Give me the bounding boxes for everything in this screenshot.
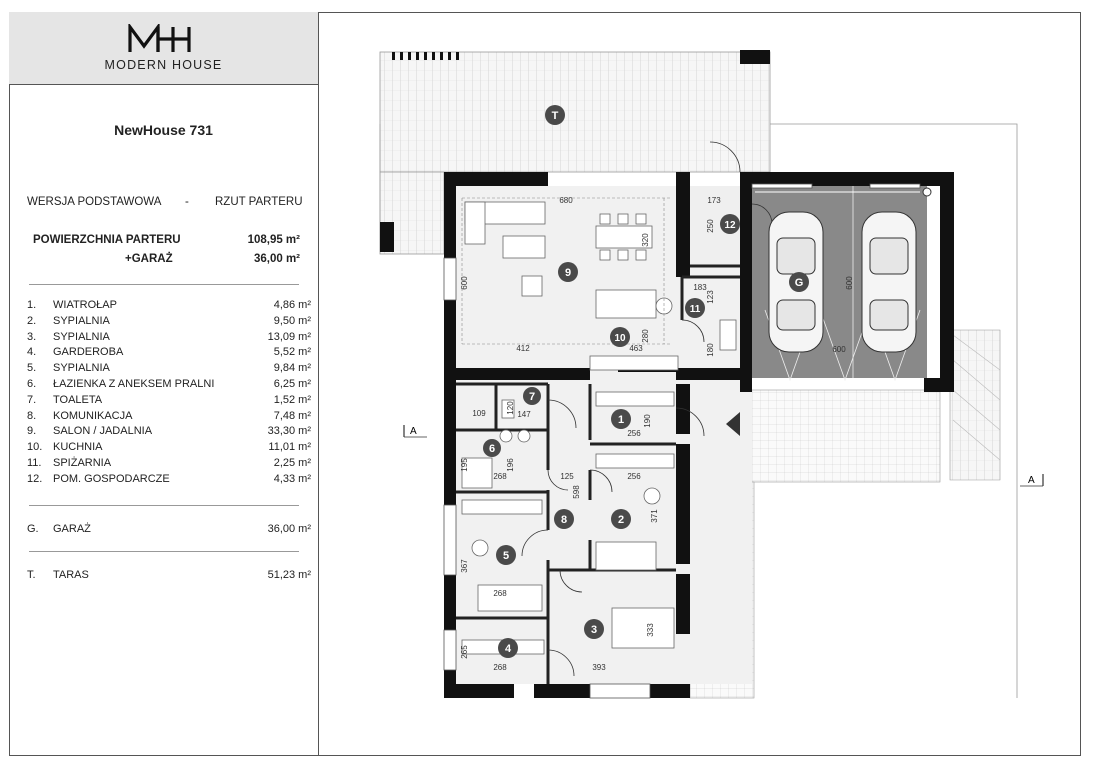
svg-text:A: A xyxy=(410,426,417,437)
room-area: 36,00 m² xyxy=(267,523,311,535)
dimension-label: 180 xyxy=(706,343,715,357)
room-area: 51,23 m² xyxy=(267,569,311,581)
dimension-label: 190 xyxy=(643,414,652,428)
dimension-label: 268 xyxy=(493,472,507,481)
room-marker-10 xyxy=(610,327,630,347)
svg-text:8: 8 xyxy=(560,514,568,526)
dimension-label: 196 xyxy=(506,458,515,472)
dimension-label: 412 xyxy=(516,344,530,353)
room-number: 9. xyxy=(27,425,37,438)
room-area: 2,25 m² xyxy=(273,457,311,469)
dimension-label: 147 xyxy=(517,410,531,419)
svg-text:A: A xyxy=(1028,475,1035,486)
room-number: 5. xyxy=(27,362,37,375)
room-marker-T xyxy=(545,105,565,125)
dimension-label: 195 xyxy=(460,458,469,472)
room-name: SYPIALNIA xyxy=(53,362,110,375)
svg-text:9: 9 xyxy=(564,267,572,279)
dimension-label: 125 xyxy=(560,472,574,481)
room-number: 11. xyxy=(27,457,42,469)
svg-text:12: 12 xyxy=(724,220,736,231)
room-number: 4. xyxy=(27,346,37,359)
dimension-label: 600 xyxy=(832,345,846,354)
room-area: 7,48 m² xyxy=(273,409,311,422)
dimension-label: 268 xyxy=(493,663,507,672)
car-icon xyxy=(862,212,916,352)
room-name: WIATROŁAP xyxy=(53,299,117,311)
dimension-label: 256 xyxy=(627,429,641,438)
svg-text:4: 4 xyxy=(504,643,512,655)
room-marker-4 xyxy=(498,638,518,658)
room-number: 12. xyxy=(27,472,43,485)
room-name: GARDEROBA xyxy=(53,346,124,359)
room-marker-2 xyxy=(611,509,631,529)
room-number: 6. xyxy=(27,378,37,390)
svg-text:7: 7 xyxy=(528,391,536,403)
dimension-label: 183 xyxy=(693,283,707,292)
room-marker-9 xyxy=(558,262,578,282)
svg-text:G: G xyxy=(794,277,804,289)
terrace-deck xyxy=(380,52,770,172)
section-marker-right xyxy=(1020,474,1043,486)
room-marker-12 xyxy=(720,214,740,234)
room-area: 5,52 m² xyxy=(273,346,311,359)
room-number: G. xyxy=(27,523,39,535)
room-marker-1 xyxy=(611,409,631,429)
svg-text:10: 10 xyxy=(614,333,626,344)
room-marker-8 xyxy=(554,509,574,529)
svg-text:6: 6 xyxy=(488,443,496,455)
ground-floor-label: POWIERZCHNIA PARTERU xyxy=(33,234,181,246)
room-name: TOALETA xyxy=(53,393,103,406)
room-marker-5 xyxy=(496,545,516,565)
dimension-label: 109 xyxy=(472,409,486,418)
project-title: NewHouse 731 xyxy=(114,122,213,138)
dimension-label: 393 xyxy=(592,663,606,672)
view-label: RZUT PARTERU xyxy=(215,196,303,208)
dimension-label: 463 xyxy=(629,344,643,353)
room-name: KOMUNIKACJA xyxy=(53,409,133,422)
dimension-label: 371 xyxy=(650,509,659,523)
side-deck xyxy=(950,330,1000,480)
room-name: ŁAZIENKA Z ANEKSEM PRALNI xyxy=(53,378,215,390)
room-name: SPIŻARNIA xyxy=(53,457,112,469)
dimension-label: 173 xyxy=(707,196,721,205)
room-number: 1. xyxy=(27,299,37,311)
room-area: 1,52 m² xyxy=(273,393,311,406)
room-number: 7. xyxy=(27,393,37,406)
version-dash: - xyxy=(185,196,189,208)
room-area: 4,86 m² xyxy=(273,299,311,311)
room-name: GARAŻ xyxy=(53,523,91,535)
room-area: 11,01 m² xyxy=(268,441,311,454)
room-marker-11 xyxy=(685,298,705,318)
ground-floor-value: 108,95 m² xyxy=(247,234,300,246)
room-marker-3 xyxy=(584,619,604,639)
dimension-label: 333 xyxy=(646,623,655,637)
room-name: SYPIALNIA xyxy=(53,314,110,327)
room-name: SYPIALNIA xyxy=(53,330,110,343)
dimension-label: 320 xyxy=(641,233,650,247)
room-marker-7 xyxy=(523,387,541,405)
svg-text:3: 3 xyxy=(590,624,598,636)
room-marker-G xyxy=(789,272,809,292)
section-marker-left xyxy=(404,425,427,437)
version-label: WERSJA PODSTAWOWA xyxy=(27,196,162,208)
room-area: 9,84 m² xyxy=(273,362,311,375)
dimension-label: 265 xyxy=(460,645,469,659)
dimension-label: 256 xyxy=(627,472,641,481)
room-area: 6,25 m² xyxy=(273,378,311,390)
dimension-label: 680 xyxy=(559,196,573,205)
svg-text:2: 2 xyxy=(617,514,625,526)
room-area: 4,33 m² xyxy=(273,472,311,485)
room-name: SALON / JADALNIA xyxy=(53,425,153,438)
room-area: 13,09 m² xyxy=(267,330,311,343)
room-number: 10. xyxy=(27,441,43,454)
room-number: 3. xyxy=(27,330,37,343)
dimension-label: 367 xyxy=(460,559,469,573)
svg-text:5: 5 xyxy=(502,550,510,562)
room-marker-6 xyxy=(483,439,501,457)
room-area: 9,50 m² xyxy=(273,314,311,327)
garage-total-label: +GARAŻ xyxy=(125,253,173,265)
dimension-label: 123 xyxy=(706,290,715,304)
room-number: 2. xyxy=(27,314,37,327)
room-area: 33,30 m² xyxy=(267,425,311,438)
room-name: TARAS xyxy=(53,569,89,581)
dimension-label: 600 xyxy=(845,276,854,290)
brand-name: MODERN HOUSE xyxy=(104,58,223,72)
room-number: 8. xyxy=(27,409,37,422)
room-number: T. xyxy=(27,569,36,581)
dimension-label: 120 xyxy=(506,401,515,415)
dimension-label: 268 xyxy=(493,589,507,598)
room-name: KUCHNIA xyxy=(53,441,103,454)
svg-text:T: T xyxy=(551,110,559,122)
dimension-label: 280 xyxy=(641,329,650,343)
svg-text:11: 11 xyxy=(689,304,701,315)
svg-text:1: 1 xyxy=(617,414,625,426)
dimension-label: 600 xyxy=(460,276,469,290)
dimension-label: 598 xyxy=(572,485,581,499)
room-name: POM. GOSPODARCZE xyxy=(53,472,170,485)
dimension-label: 250 xyxy=(706,219,715,233)
garage-total-value: 36,00 m² xyxy=(253,253,300,265)
